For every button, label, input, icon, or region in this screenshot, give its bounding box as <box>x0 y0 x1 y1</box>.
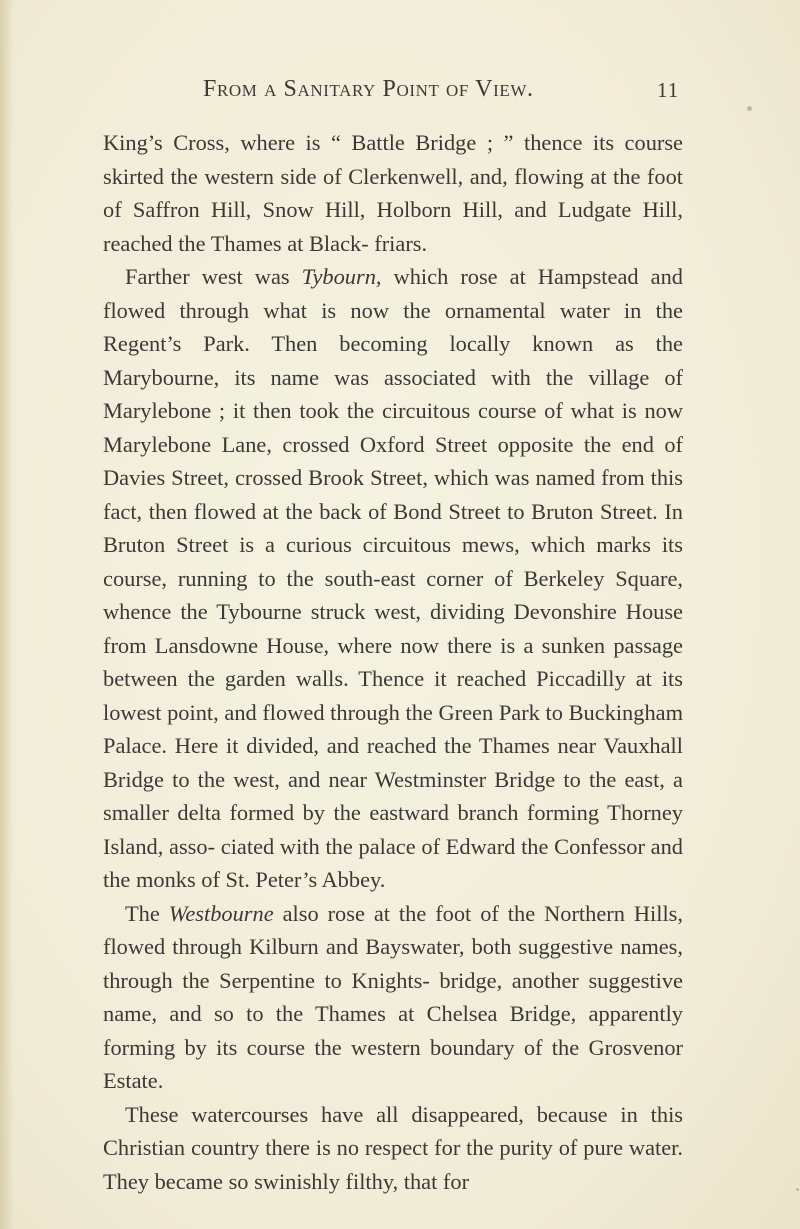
paragraph <box>103 897 683 1098</box>
paragraph <box>103 126 683 260</box>
paragraph-text: These watercourses have all disappeared, because in this Christian country there is no respect for the purity of pure water. They became so swinishly filthy, that for <box>103 1101 683 1194</box>
paper-speck <box>747 106 752 111</box>
page-number: 11 <box>657 78 680 102</box>
paragraph-text: which rose at Hampstead and flowed through what is now the ornamental water in the Regent’s Park. Then becoming locally known as the Marybourne, its name was associated with the village of Marylebone ; it then took the circuitous course of what is now Marylebone Lane, crossed Oxford Street opposite the end of Davies Street, crossed Brook Street, which was named from this fact, then flowed at the back of Bond Street to Bruton Street. In Bruton Street is a curious circuitous mews, which marks its course, running to the south-east corner of Berkeley Square, whence the Tybourne struck west, dividing Devonshire House from Lansdowne House, where now there is a sunken passage between the garden walls. Thence it reached Piccadilly at its lowest point, and flowed through the Green Park to Buckingham Palace. Here it divided, and reached the Thames near Vauxhall Bridge to the west, and near Westminster Bridge to the east, a smaller delta formed by the eastward branch forming Thorney Island, asso- ciated with the palace of Edward the Confessor and the monks of St. Peter’s Abbey. <box>103 264 683 892</box>
paragraph <box>103 260 683 897</box>
italic-river-name: Tybourn, <box>301 264 382 289</box>
italic-river-name: Westbourne <box>168 900 274 926</box>
paragraph-text: King’s Cross, where is “ Battle Bridge ; ” thence its course skirted the western side of Clerkenwell, and, flowing at the foot of Saffron Hill, Snow Hill, Holborn Hill, and Ludgate Hill, reached the Thames at Black- friars. <box>103 130 683 256</box>
running-head-title: From a Sanitary Point of View. <box>203 76 534 102</box>
body-text <box>103 126 683 1198</box>
paragraph-text: Farther west was <box>125 264 302 289</box>
paragraph-text: also rose at the foot of the Northern Hills, flowed through Kilburn and Bayswater, both suggestive names, through the Serpentine to Knights- bridge, another suggestive name, and so to the Thames at Chelsea Bridge, apparently forming by its course the western boundary of the Grosvenor Estate. <box>103 900 683 1093</box>
paragraph-text: The <box>125 900 169 926</box>
paragraph <box>103 1098 683 1199</box>
paper-speck <box>796 1188 799 1191</box>
page-gutter-shadow <box>0 0 14 1229</box>
